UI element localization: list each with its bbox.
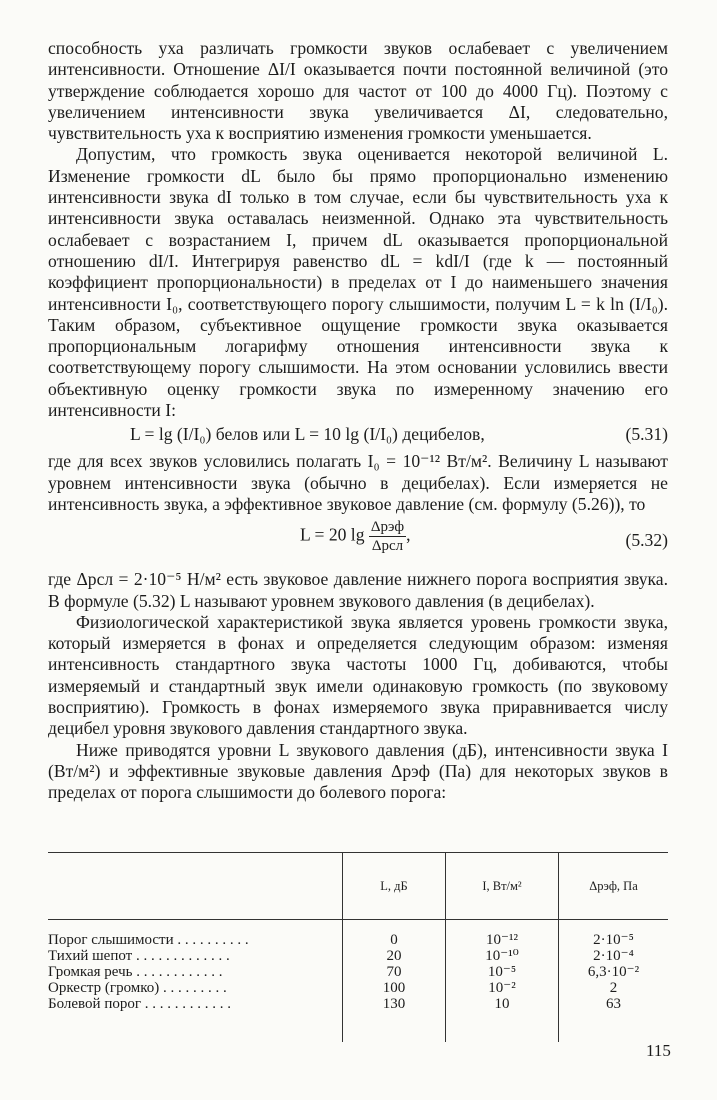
page-number: 115 xyxy=(646,1041,671,1060)
paragraph-6: Ниже приводятся уровни L звукового давления (дБ), интенсивности звука I (Вт/м²) и эффективные звуковые давления Δpэф (Па) для некоторых звуков в пределах от порога слышимости до болевого порога: xyxy=(48,739,668,803)
equation-5-32-body: L = 20 lg $\frac{\text{Δpэф}}{\text{Δpсл}}$ , xyxy=(300,519,411,555)
table-spacer xyxy=(48,1012,668,1042)
table-cell-pressure: 2·10⁻⁵ xyxy=(559,932,669,948)
table-cell-sound: Порог слышимости . . . . . . . . . . xyxy=(48,932,249,948)
equation-5-32-left: L = 20 lg xyxy=(300,524,365,545)
table-row xyxy=(48,932,668,948)
table-cell-level: 100 xyxy=(343,980,446,996)
fraction-denominator: Δpсл xyxy=(371,538,404,555)
table-row xyxy=(48,996,668,1012)
equation-5-32 xyxy=(48,518,668,566)
table-cell-pressure: 6,3·10⁻² xyxy=(559,964,669,980)
equation-5-31-body: L = lg (I/I₀) белов или L = 10 lg (I/I₀) децибелов, xyxy=(130,424,485,445)
table-cell-sound: Болевой порог . . . . . . . . . . . . xyxy=(48,996,231,1012)
table-header-intensity: I, Вт/м² xyxy=(446,853,559,920)
table-row xyxy=(48,948,668,964)
table-header-pressure: Δpэф, Па xyxy=(559,853,669,920)
table-cell-pressure: 2 xyxy=(559,980,669,996)
table-cell-pressure: 2·10⁻⁴ xyxy=(559,948,669,964)
table-spacer xyxy=(48,920,668,933)
page-body xyxy=(48,38,668,804)
table-header-sound xyxy=(48,853,343,920)
table-cell-level: 20 xyxy=(343,948,446,964)
equation-5-32-number: (5.32) xyxy=(625,530,668,551)
paragraph-4: где Δpсл = 2·10⁻⁵ Н/м² есть звуковое давление нижнего порога восприятия звука. В формуле (5.32) L называют уровнем звукового давления (в децибелах). xyxy=(48,569,668,611)
table-cell-intensity: 10⁻¹² xyxy=(446,932,559,948)
table-cell-level: 130 xyxy=(343,996,446,1012)
table-header-level: L, дБ xyxy=(343,853,446,920)
table-cell-intensity: 10 xyxy=(446,996,559,1012)
equation-5-31-number: (5.31) xyxy=(625,424,668,445)
paragraph-3: где для всех звуков условились полагать I₀ = 10⁻¹² Вт/м². Величину L называют уровнем интенсивности звука (обычно в децибелах). Если измеряется не интенсивность звука, а эффективное звуковое давление (см. формулу (5.26)), то xyxy=(48,451,668,514)
equation-5-32-fraction xyxy=(369,518,406,555)
table-row xyxy=(48,980,668,996)
table-cell-intensity: 10⁻⁵ xyxy=(446,964,559,980)
paragraph-1: способность уха различать громкости звуков ослабевает с увеличением интенсивности. Отношение ΔI/I оказывается почти постоянной величиной (это утверждение соблюдается хорошо для частот от 100 до 4000 Гц). Поэтому с увеличением интенсивности звука увеличивается ΔI, следовательно, чувствительность уха к восприятию изменения громкости уменьшается. xyxy=(48,38,668,144)
table-cell-sound: Тихий шепот . . . . . . . . . . . . . xyxy=(48,948,230,964)
paragraph-5: Физиологической характеристикой звука является уровень громкости звука, который измеряется в фонах и определяется следующим образом: изменяя интенсивность стандартного звука частоты 1000 Гц, добиваются, чтобы измеряемый и стандартный звук имели одинаковую громкость (по звуковому восприятию). Громкость в фонах измеряемого звука приравнивается числу децибел уровня звукового давления стандартного звука. xyxy=(48,611,668,739)
table-cell-intensity: 10⁻² xyxy=(446,980,559,996)
table-row xyxy=(48,964,668,980)
table-cell-level: 0 xyxy=(343,932,446,948)
table-cell-level: 70 xyxy=(343,964,446,980)
equation-5-31 xyxy=(48,424,668,448)
paragraph-2: Допустим, что громкость звука оценивается некоторой величиной L. Изменение громкости dL было бы прямо пропорционально изменению интенсивности звука dI только в том случае, если бы чувствительность уха к интенсивности звука оставалась неизменной. Однако эта чувствительность ослабевает с возрастанием I, причем dL оказывается пропорциональной отношению dI/I. Интегрируя равенство dL = kdI/I (где k — постоянный коэффициент пропорциональности) в пределах от I до наименьшего значения интенсивности I₀, соответствующего порогу слышимости, получим L = k ln (I/I₀). Таким образом, субъективное ощущение громкости звука оказывается пропорциональным логарифму отношения интенсивности звука к соответствующему порогу слышимости. На этом основании условились ввести объективную оценку громкости звука по измеренному значению его интенсивности I: xyxy=(48,144,668,421)
sound-levels-table xyxy=(48,852,668,1042)
table-header-row xyxy=(48,853,668,920)
table-cell-pressure: 63 xyxy=(559,996,669,1012)
table-cell-sound: Громкая речь . . . . . . . . . . . . xyxy=(48,964,223,980)
table-cell-intensity: 10⁻¹⁰ xyxy=(446,948,559,964)
table-cell-sound: Оркестр (громко) . . . . . . . . . xyxy=(48,980,227,996)
fraction-numerator: Δpэф xyxy=(370,519,405,536)
